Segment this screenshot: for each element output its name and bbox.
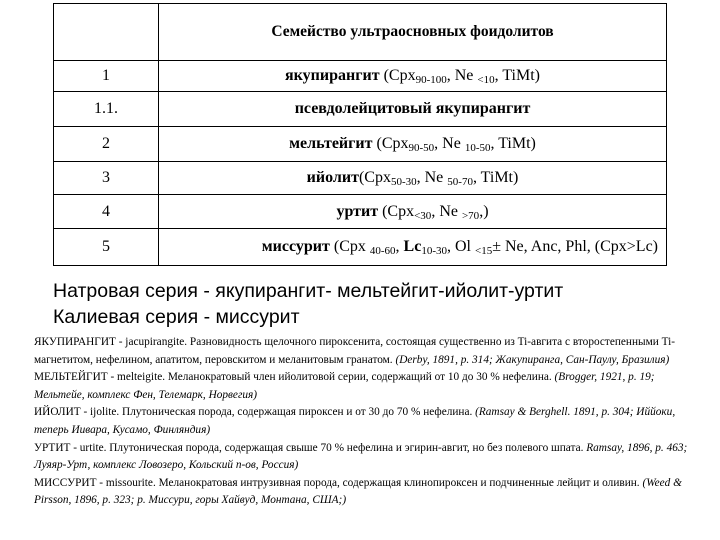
sodium-series-line: Натровая серия - якупирангит- мельтейгит-ийолит-уртит	[53, 280, 564, 302]
potassium-series-line: Калиевая серия - миссурит	[53, 306, 300, 328]
row-number: 1	[54, 61, 159, 92]
table-row	[54, 162, 667, 195]
definition-text: УРТИТ - urtite. Плутоническая порода, содержащая свыше 70 % нефелина и эгирин-авгит, но без полевого шпата.	[34, 441, 587, 454]
subscript: 50-70	[447, 176, 473, 189]
composition-text: ,	[395, 238, 404, 256]
definition-paragraph	[34, 440, 696, 475]
composition-text: , Ne	[416, 169, 448, 187]
composition-text: , Ol	[447, 238, 475, 256]
leucite-symbol: Lc	[403, 238, 422, 256]
definition-text: ИЙОЛИТ - ijolite. Плутоническая порода, содержащая пироксен и от 30 до 70 % нефелина.	[34, 406, 476, 419]
row-number: 3	[54, 162, 159, 195]
definition-reference: (Derby, 1891, p. 314; Жакупиранга, Сан-Паулу, Бразилия)	[395, 353, 670, 366]
rock-cell	[159, 127, 667, 162]
row-number: 2	[54, 127, 159, 162]
subscript: <15	[475, 245, 493, 258]
composition-text: , Ne	[434, 135, 465, 153]
definition-text: МИССУРИТ - missourite. Меланократовая интрузивная порода, содержащая клинопироксен и подчиненные лейцит и оливин.	[34, 476, 643, 489]
header-number-cell	[54, 4, 159, 61]
definition-text: ЯКУПИРАНГИТ - jacupirangite. Разновидность щелочного пироксенита, состоящая существенно из Ti-авгита с второстепенными Ti-магнетитом, нефелином, апатитом, перовскитом и меланитовым гранатом.	[34, 336, 676, 366]
subscript: 10-50	[464, 142, 491, 155]
classification-table	[53, 3, 667, 266]
composition-text: , TiMt)	[472, 169, 519, 187]
rock-cell	[159, 61, 667, 92]
composition-text: , TiMt)	[490, 135, 536, 153]
subscript: >70	[461, 209, 480, 222]
row-number: 1.1.	[54, 92, 159, 127]
rock-cell	[159, 229, 667, 266]
subscript: 40-60	[369, 245, 396, 258]
definition-paragraph	[34, 334, 696, 369]
composition-text: , TiMt)	[494, 67, 540, 85]
table-header-row	[54, 4, 667, 61]
definition-reference: Ramsay, 1896, p. 463; Луяяр-Урт, комплекс Ловозеро, Кольский п-ов, Россия)	[34, 441, 688, 472]
definition-reference: (Weed & Pirsson, 1896, p. 323; р. Миссури, горы Хайвуд, Монтана, США;)	[34, 476, 682, 507]
rock-name: миссурит	[261, 238, 330, 256]
rock-cell	[159, 195, 667, 229]
rock-name: псевдолейцитовый якупирангит	[294, 100, 531, 118]
definition-reference: (Brogger, 1921, p. 19; Мельтейе, комплекс Фен, Телемарк, Норвегия)	[34, 371, 655, 401]
rock-name: якупирангит	[285, 67, 380, 85]
rock-name: уртит	[336, 202, 379, 220]
composition-text: ,)	[479, 202, 489, 220]
row-number: 5	[54, 229, 159, 266]
composition-text: (Cpx	[372, 135, 409, 153]
table-header: Семейство ультраосновных фоидолитов	[159, 4, 667, 61]
subscript: 90-50	[408, 142, 435, 155]
subscript: 10-30	[421, 245, 447, 258]
table-row	[54, 195, 667, 229]
table-row	[54, 127, 667, 162]
composition-text: (Cpx	[379, 67, 416, 85]
rock-cell	[159, 162, 667, 195]
rock-name: мельтейгит	[289, 135, 373, 153]
composition-text: , Ne	[446, 67, 478, 85]
composition-text: , Ne	[431, 202, 462, 220]
table-row	[54, 229, 667, 266]
composition-text: ± Ne, Anc, Phl, (Cpx>Lc)	[492, 238, 658, 256]
definition-paragraph	[34, 404, 696, 439]
composition-text: (Cpx	[358, 169, 391, 187]
definition-paragraph	[34, 475, 696, 510]
subscript: 90-100	[415, 74, 447, 87]
subscript: <30	[414, 209, 432, 222]
definition-reference: (Ramsay & Berghell. 1891, p. 304; Иййоки, теперь Иивара, Кусамо, Финляндия)	[34, 406, 676, 436]
rock-name: ийолит	[306, 169, 359, 187]
definition-text: МЕЛЬТЕЙГИТ - melteigite. Меланократовый член ийолитовой серии, содержащий от 10 до 30 % нефелина.	[34, 371, 555, 384]
definition-paragraph	[34, 369, 696, 404]
composition-text: (Cpx	[329, 238, 370, 256]
subscript: 50-30	[390, 176, 417, 189]
definitions-block	[34, 334, 696, 510]
row-number: 4	[54, 195, 159, 229]
table-row	[54, 61, 667, 92]
table-row	[54, 92, 667, 127]
composition-text: (Cpx	[378, 202, 415, 220]
subscript: <10	[477, 74, 495, 87]
rock-cell	[159, 92, 667, 127]
